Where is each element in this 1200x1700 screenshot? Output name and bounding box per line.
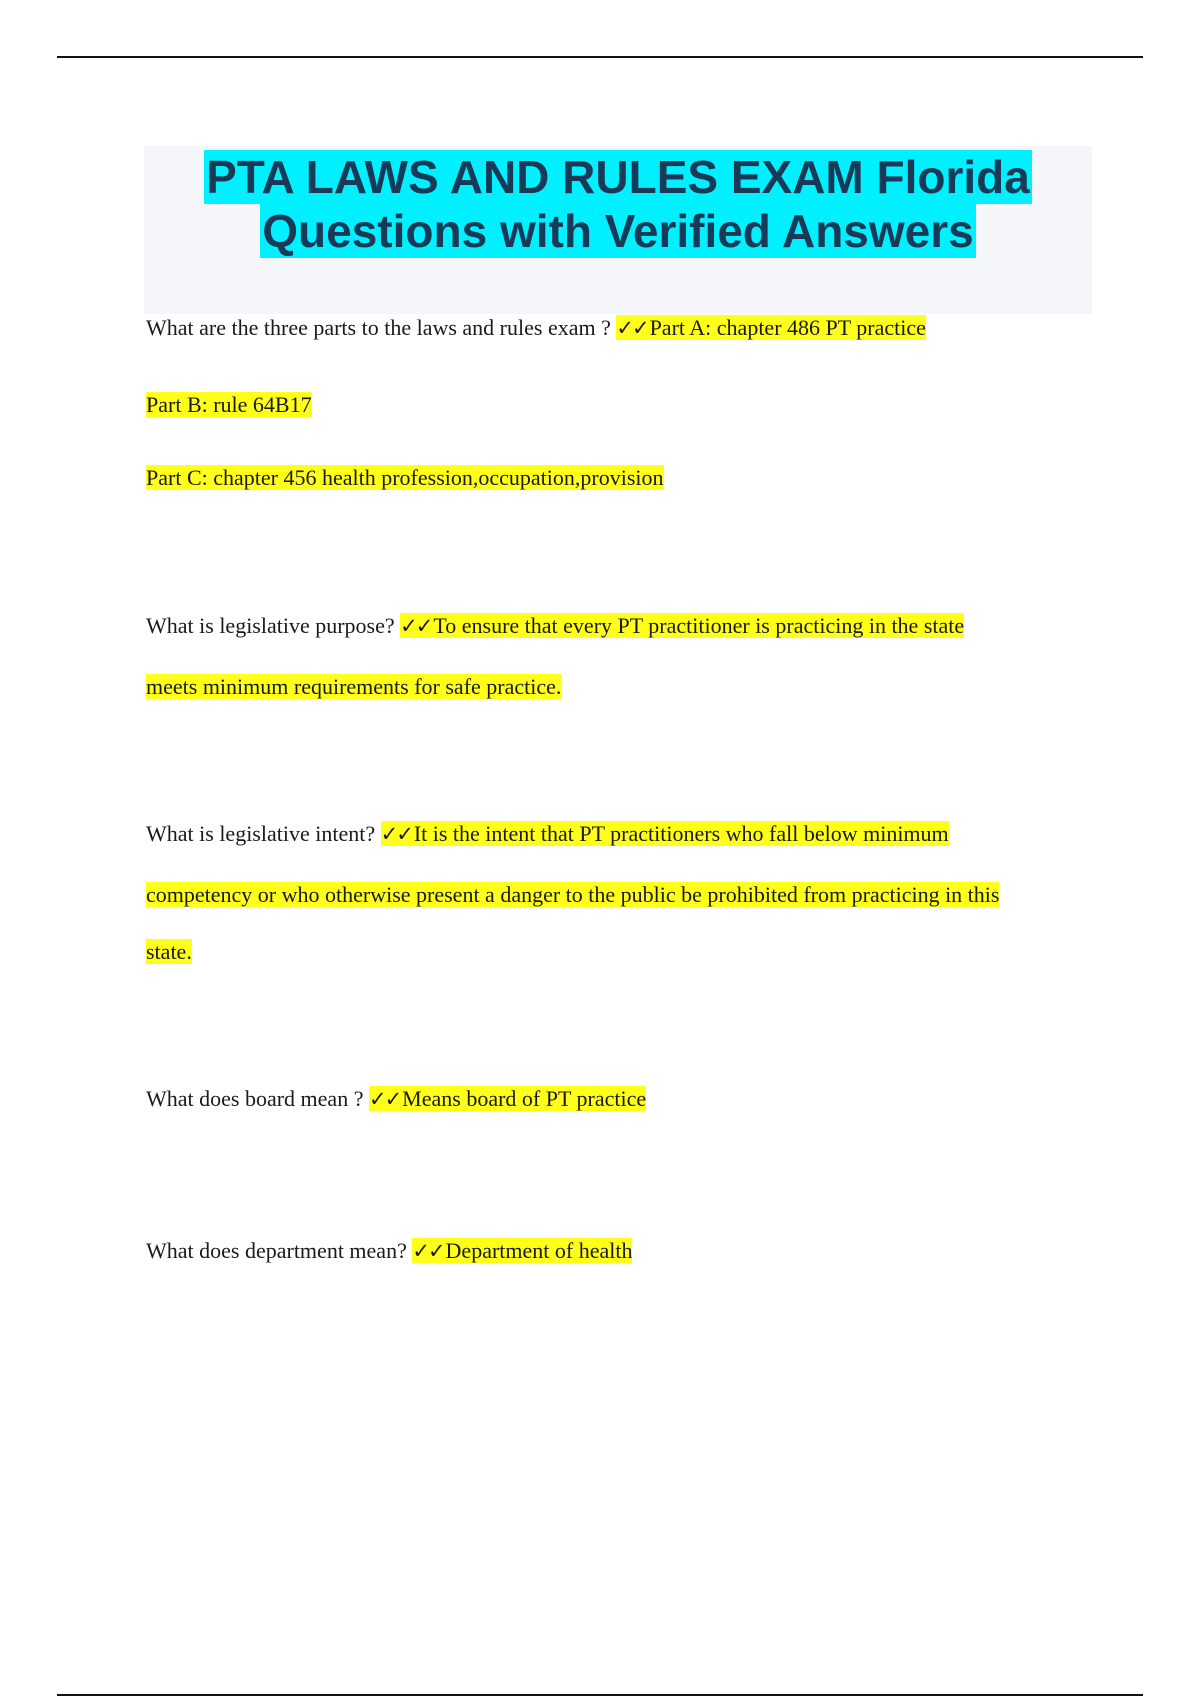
footer-rule <box>57 1694 1143 1696</box>
answer-3-line-3: state. <box>146 939 192 964</box>
answer-5-line-1: ✓✓Department of health <box>412 1238 633 1263</box>
answer-4-line-1: ✓✓Means board of PT practice <box>368 1086 647 1111</box>
document-title-line-2: Questions with Verified Answers <box>262 205 974 257</box>
double-check-icon: ✓✓ <box>412 1239 444 1263</box>
answer-1-line-3: Part C: chapter 456 health profession,occupation,provision <box>146 465 664 490</box>
qa-1-line-3 <box>146 463 664 493</box>
qa-1-line-2 <box>146 390 312 420</box>
question-3: What is legislative intent? <box>146 821 381 846</box>
qa-2-line-2 <box>146 672 561 702</box>
answer-2-line-2: meets minimum requirements for safe practice. <box>146 674 562 699</box>
qa-5-line-1 <box>146 1236 632 1266</box>
title-banner <box>144 146 1092 314</box>
qa-3-line-2 <box>146 880 999 910</box>
qa-3-line-1 <box>146 819 949 849</box>
question-2: What is legislative purpose? <box>146 613 401 638</box>
qa-2-line-1 <box>146 611 964 641</box>
answer-3-line-1: ✓✓It is the intent that PT practitioners who fall below minimum <box>380 821 949 846</box>
answer-1-line-1: ✓✓Part A: chapter 486 PT practice <box>616 315 926 340</box>
qa-1-line-1 <box>146 313 926 343</box>
answer-2-line-1: ✓✓To ensure that every PT practitioner is practicing in the state <box>400 613 965 638</box>
header-rule <box>57 56 1143 58</box>
double-check-icon: ✓✓ <box>400 614 432 638</box>
question-1: What are the three parts to the laws and rules exam ? <box>146 315 617 340</box>
answer-3-line-2: competency or who otherwise present a danger to the public be prohibited from practicing in this <box>146 882 1000 907</box>
document-title-line-1: PTA LAWS AND RULES EXAM Florida <box>206 151 1030 203</box>
double-check-icon: ✓✓ <box>368 1087 401 1111</box>
answer-1-line-2: Part B: rule 64B17 <box>146 392 312 417</box>
qa-4-line-1 <box>146 1084 646 1114</box>
question-5: What does department mean? <box>146 1238 413 1263</box>
question-4: What does board mean ? <box>146 1086 369 1111</box>
double-check-icon: ✓✓ <box>380 822 412 846</box>
double-check-icon: ✓✓ <box>616 316 648 340</box>
qa-3-line-3 <box>146 937 192 967</box>
